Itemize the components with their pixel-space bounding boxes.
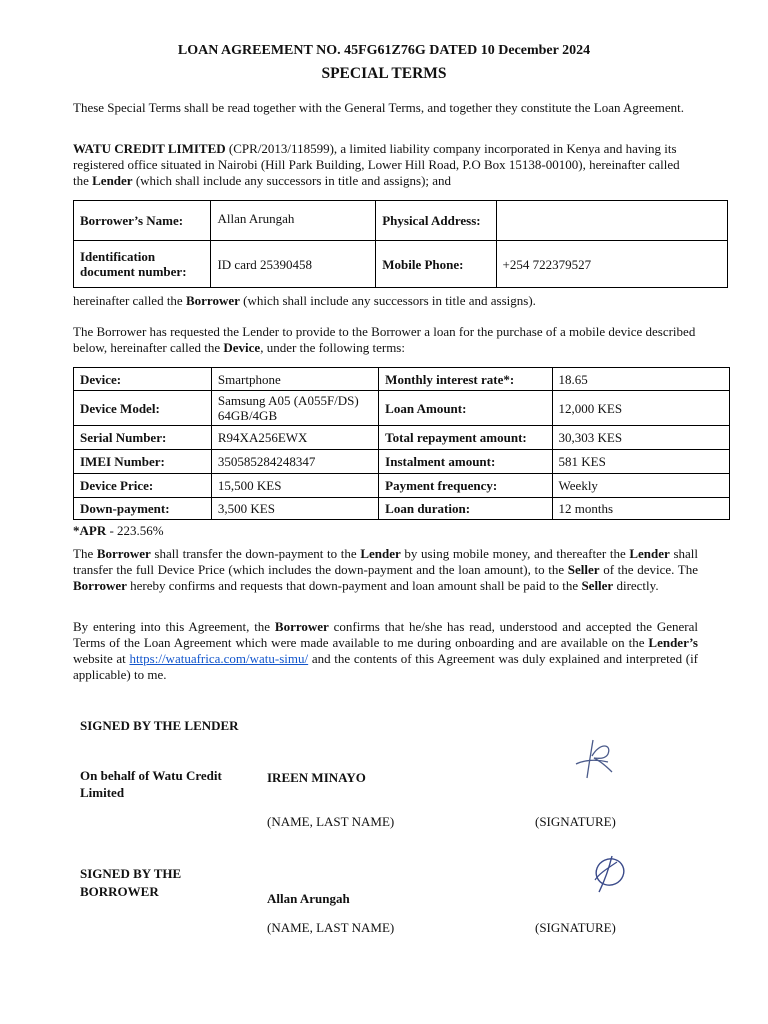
borrower-name-value: Allan Arungah — [211, 201, 376, 241]
serial-number-value: R94XA256EWX — [211, 426, 378, 450]
transfer-paragraph — [73, 546, 698, 594]
loan-amount-label: Loan Amount: — [379, 391, 552, 426]
agreement-text: and the contents of this Agreement was duly explained and interpreted (if applicable) to me. — [73, 651, 699, 682]
loan-amount-value: 12,000 KES — [552, 391, 729, 426]
watu-simu-link[interactable]: https://watuafrica.com/watu-simu/ — [129, 651, 309, 666]
table-row — [74, 498, 730, 520]
table-row — [74, 391, 730, 426]
borrower-details-table — [73, 200, 728, 288]
down-payment-label: Down-payment: — [74, 498, 212, 520]
borrower-term: Borrower — [96, 546, 151, 561]
lender-company-name: WATU CREDIT LIMITED — [73, 141, 226, 156]
borrower-term: Borrower — [73, 578, 127, 593]
instalment-amount-value: 581 KES — [552, 450, 729, 474]
transfer-text: directly. — [613, 578, 659, 593]
physical-address-value — [496, 201, 728, 241]
transfer-text: shall transfer the down-payment to the — [150, 546, 361, 561]
agreement-text: website at — [73, 651, 130, 666]
down-payment-value: 3,500 KES — [211, 498, 378, 520]
instalment-amount-label: Instalment amount: — [379, 450, 552, 474]
mobile-phone-label: Mobile Phone: — [376, 241, 496, 288]
lender-signature-heading: SIGNED BY THE LENDER — [80, 718, 239, 733]
lender-term: Lender — [629, 546, 670, 561]
device-price-label: Device Price: — [74, 474, 212, 498]
payment-frequency-label: Payment frequency: — [379, 474, 552, 498]
borrower-paragraph-tail: (which shall include any successors in title and assigns). — [239, 293, 536, 308]
apr-value: - 223.56% — [106, 523, 164, 538]
device-model-value: Samsung A05 (A055F/DS) 64GB/4GB — [211, 391, 378, 426]
request-paragraph — [73, 324, 698, 356]
device-term: Device — [223, 340, 261, 355]
lender-paragraph-text: (CPR/2013/118599), a limited liability company incorporated in Kenya and having its registered office situated in Nairobi (Hill Park Building, Lower Hill Road, P.O Box 15138-00100), hereinafter called the — [73, 141, 680, 188]
table-row — [74, 474, 730, 498]
lender-signatory-name: IREEN MINAYO — [267, 770, 366, 785]
imei-number-label: IMEI Number: — [74, 450, 212, 474]
loan-duration-value: 12 months — [552, 498, 729, 520]
payment-frequency-value: Weekly — [552, 474, 729, 498]
borrower-paragraph-text: hereinafter called the — [73, 293, 186, 308]
borrower-term: Borrower — [274, 619, 329, 634]
seller-term: Seller — [581, 578, 614, 593]
lender-signature-caption: (SIGNATURE) — [535, 814, 616, 829]
transfer-text: by using mobile money, and thereafter the — [400, 546, 630, 561]
transfer-text: of the device. The — [599, 562, 699, 577]
device-value: Smartphone — [211, 368, 378, 391]
borrower-term: Borrower — [185, 293, 240, 308]
lender-paragraph-tail: (which shall include any successors in title and assigns); and — [132, 173, 452, 188]
lender-term: Lender — [92, 173, 133, 188]
device-label: Device: — [74, 368, 212, 391]
apr-note — [73, 523, 698, 539]
table-row — [74, 241, 728, 288]
borrower-name-label: Borrower’s Name: — [74, 201, 211, 241]
lender-name-caption: (NAME, LAST NAME) — [267, 814, 395, 829]
imei-number-value: 350585284248347 — [211, 450, 378, 474]
table-row — [74, 426, 730, 450]
interest-rate-value: 18.65 — [552, 368, 729, 391]
loan-duration-label: Loan duration: — [379, 498, 552, 520]
borrower-signatory-name: Allan Arungah — [267, 891, 350, 906]
intro-paragraph: These Special Terms shall be read together with the General Terms, and together they constitute the Loan Agreement. — [73, 100, 685, 115]
request-paragraph-text: The Borrower has requested the Lender to provide to the Borrower a loan for the purchase of a mobile device described below, hereinafter called the — [73, 324, 696, 355]
transfer-text: The — [73, 546, 97, 561]
device-price-value: 15,500 KES — [211, 474, 378, 498]
lender-paragraph — [73, 141, 698, 189]
lenders-term: Lender’s — [648, 635, 698, 650]
borrower-signature — [585, 852, 635, 896]
apr-label: *APR — [73, 523, 107, 538]
serial-number-label: Serial Number: — [74, 426, 212, 450]
borrower-paragraph — [73, 293, 698, 309]
agreement-paragraph — [73, 619, 698, 683]
lender-term: Lender — [360, 546, 401, 561]
physical-address-label: Physical Address: — [376, 201, 496, 241]
total-repayment-label: Total repayment amount: — [379, 426, 552, 450]
table-row — [74, 201, 728, 241]
id-number-label: Identification document number: — [74, 241, 211, 288]
agreement-title: LOAN AGREEMENT NO. 45FG61Z76G DATED 10 December 2024 — [177, 43, 591, 58]
table-row — [74, 450, 730, 474]
device-model-label: Device Model: — [74, 391, 212, 426]
id-number-value: ID card 25390458 — [211, 241, 376, 288]
mobile-phone-value: +254 722379527 — [496, 241, 728, 288]
request-paragraph-tail: , under the following terms: — [260, 340, 405, 355]
device-loan-table — [73, 367, 730, 520]
interest-rate-label: Monthly interest rate*: — [379, 368, 552, 391]
borrower-signature-heading: SIGNED BY THE BORROWER — [80, 866, 182, 899]
seller-term: Seller — [567, 562, 600, 577]
borrower-name-caption: (NAME, LAST NAME) — [267, 920, 395, 935]
table-row — [74, 368, 730, 391]
lender-signature — [568, 736, 618, 782]
total-repayment-value: 30,303 KES — [552, 426, 729, 450]
agreement-text: confirms that he/she has read, understood and accepted the General Terms of the Loan Agreement which were made available to me during onboarding and are available on the — [73, 619, 699, 650]
special-terms-heading: SPECIAL TERMS — [321, 65, 447, 82]
transfer-text: hereby confirms and requests that down-payment and loan amount shall be paid to the — [126, 578, 582, 593]
on-behalf-label: On behalf of Watu Credit Limited — [80, 768, 222, 800]
agreement-text: By entering into this Agreement, the — [73, 619, 275, 634]
borrower-signature-caption: (SIGNATURE) — [535, 920, 616, 935]
transfer-text: shall transfer the full Device Price (which includes the down-payment and the loan amount), to the — [73, 546, 698, 577]
